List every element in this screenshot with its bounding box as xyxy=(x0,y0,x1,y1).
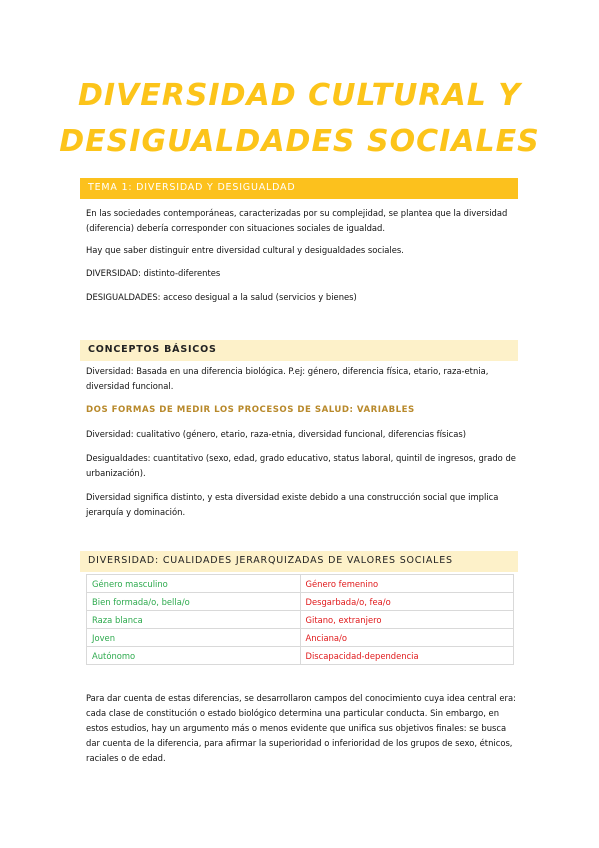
conceptos-heading-bar xyxy=(80,340,518,361)
table-cell-positive: Bien formada/o, bella/o xyxy=(87,593,301,611)
conceptos-subheading: DOS FORMAS DE MEDIR LOS PROCESOS DE SALUD: VARIABLES xyxy=(86,405,415,415)
conceptos-paragraph-2: Diversidad: cualitativo (género, etario, raza-etnia, diversidad funcional, diferencias físicas) xyxy=(86,429,466,439)
table-cell-positive: Joven xyxy=(87,629,301,647)
conceptos-paragraph-4: Diversidad significa distinto, y esta diversidad existe debido a una construcción social que implica jerarquía y dominación. xyxy=(86,492,499,517)
cualidades-table xyxy=(86,574,514,665)
tema-heading: TEMA 1: DIVERSIDAD Y DESIGUALDAD xyxy=(88,182,296,193)
tema-paragraph-1: En las sociedades contemporáneas, caracterizadas por su complejidad, se plantea que la diversidad (diferencia) debería corresponder con situaciones sociales de igualdad. xyxy=(86,208,508,233)
conceptos-heading: CONCEPTOS BÁSICOS xyxy=(88,344,217,355)
table-cell-negative: Desgarbada/o, fea/o xyxy=(300,593,514,611)
cualidades-heading: DIVERSIDAD: CUALIDADES JERARQUIZADAS DE VALORES SOCIALES xyxy=(88,555,453,566)
document-title-line-2: DESIGUALDADES SOCIALES xyxy=(59,124,540,159)
table-cell-positive: Autónomo xyxy=(87,647,301,665)
table-row xyxy=(87,575,514,593)
cualidades-heading-bar xyxy=(80,551,518,572)
tema-paragraph-4: DESIGUALDADES: acceso desigual a la salud (servicios y bienes) xyxy=(86,292,357,302)
table-row xyxy=(87,611,514,629)
tema-paragraph-2: Hay que saber distinguir entre diversidad cultural y desigualdades sociales. xyxy=(86,245,404,255)
document-title-line-1: DIVERSIDAD CULTURAL Y xyxy=(77,78,522,113)
cualidades-paragraph-1: Para dar cuenta de estas diferencias, se desarrollaron campos del conocimiento cuya idea central era: cada clase de constitución o estado biológico determina una particular conducta. Sin embargo, en estos estudios, hay un argumento más o menos evidente que unifica sus objetivos finales: se busca dar cuenta de la diferencia, para afirmar la superioridad o inferioridad de los grupos de sexo, étnicos, raciales o de edad. xyxy=(86,693,516,763)
table-row xyxy=(87,647,514,665)
table-cell-negative: Anciana/o xyxy=(300,629,514,647)
table-cell-negative: Gitano, extranjero xyxy=(300,611,514,629)
table-cell-positive: Género masculino xyxy=(87,575,301,593)
tema-paragraph-3: DIVERSIDAD: distinto-diferentes xyxy=(86,268,221,278)
conceptos-paragraph-1: Diversidad: Basada en una diferencia biológica. P.ej: género, diferencia física, etario, raza-etnia, diversidad funcional. xyxy=(86,366,489,391)
table-cell-negative: Género femenino xyxy=(300,575,514,593)
table-row xyxy=(87,629,514,647)
tema-heading-bar xyxy=(80,178,518,199)
table-cell-positive: Raza blanca xyxy=(87,611,301,629)
table-row xyxy=(87,593,514,611)
conceptos-paragraph-3: Desigualdades: cuantitativo (sexo, edad, grado educativo, status laboral, quintil de ingresos, grado de urbanización). xyxy=(86,453,516,478)
table-cell-negative: Discapacidad-dependencia xyxy=(300,647,514,665)
